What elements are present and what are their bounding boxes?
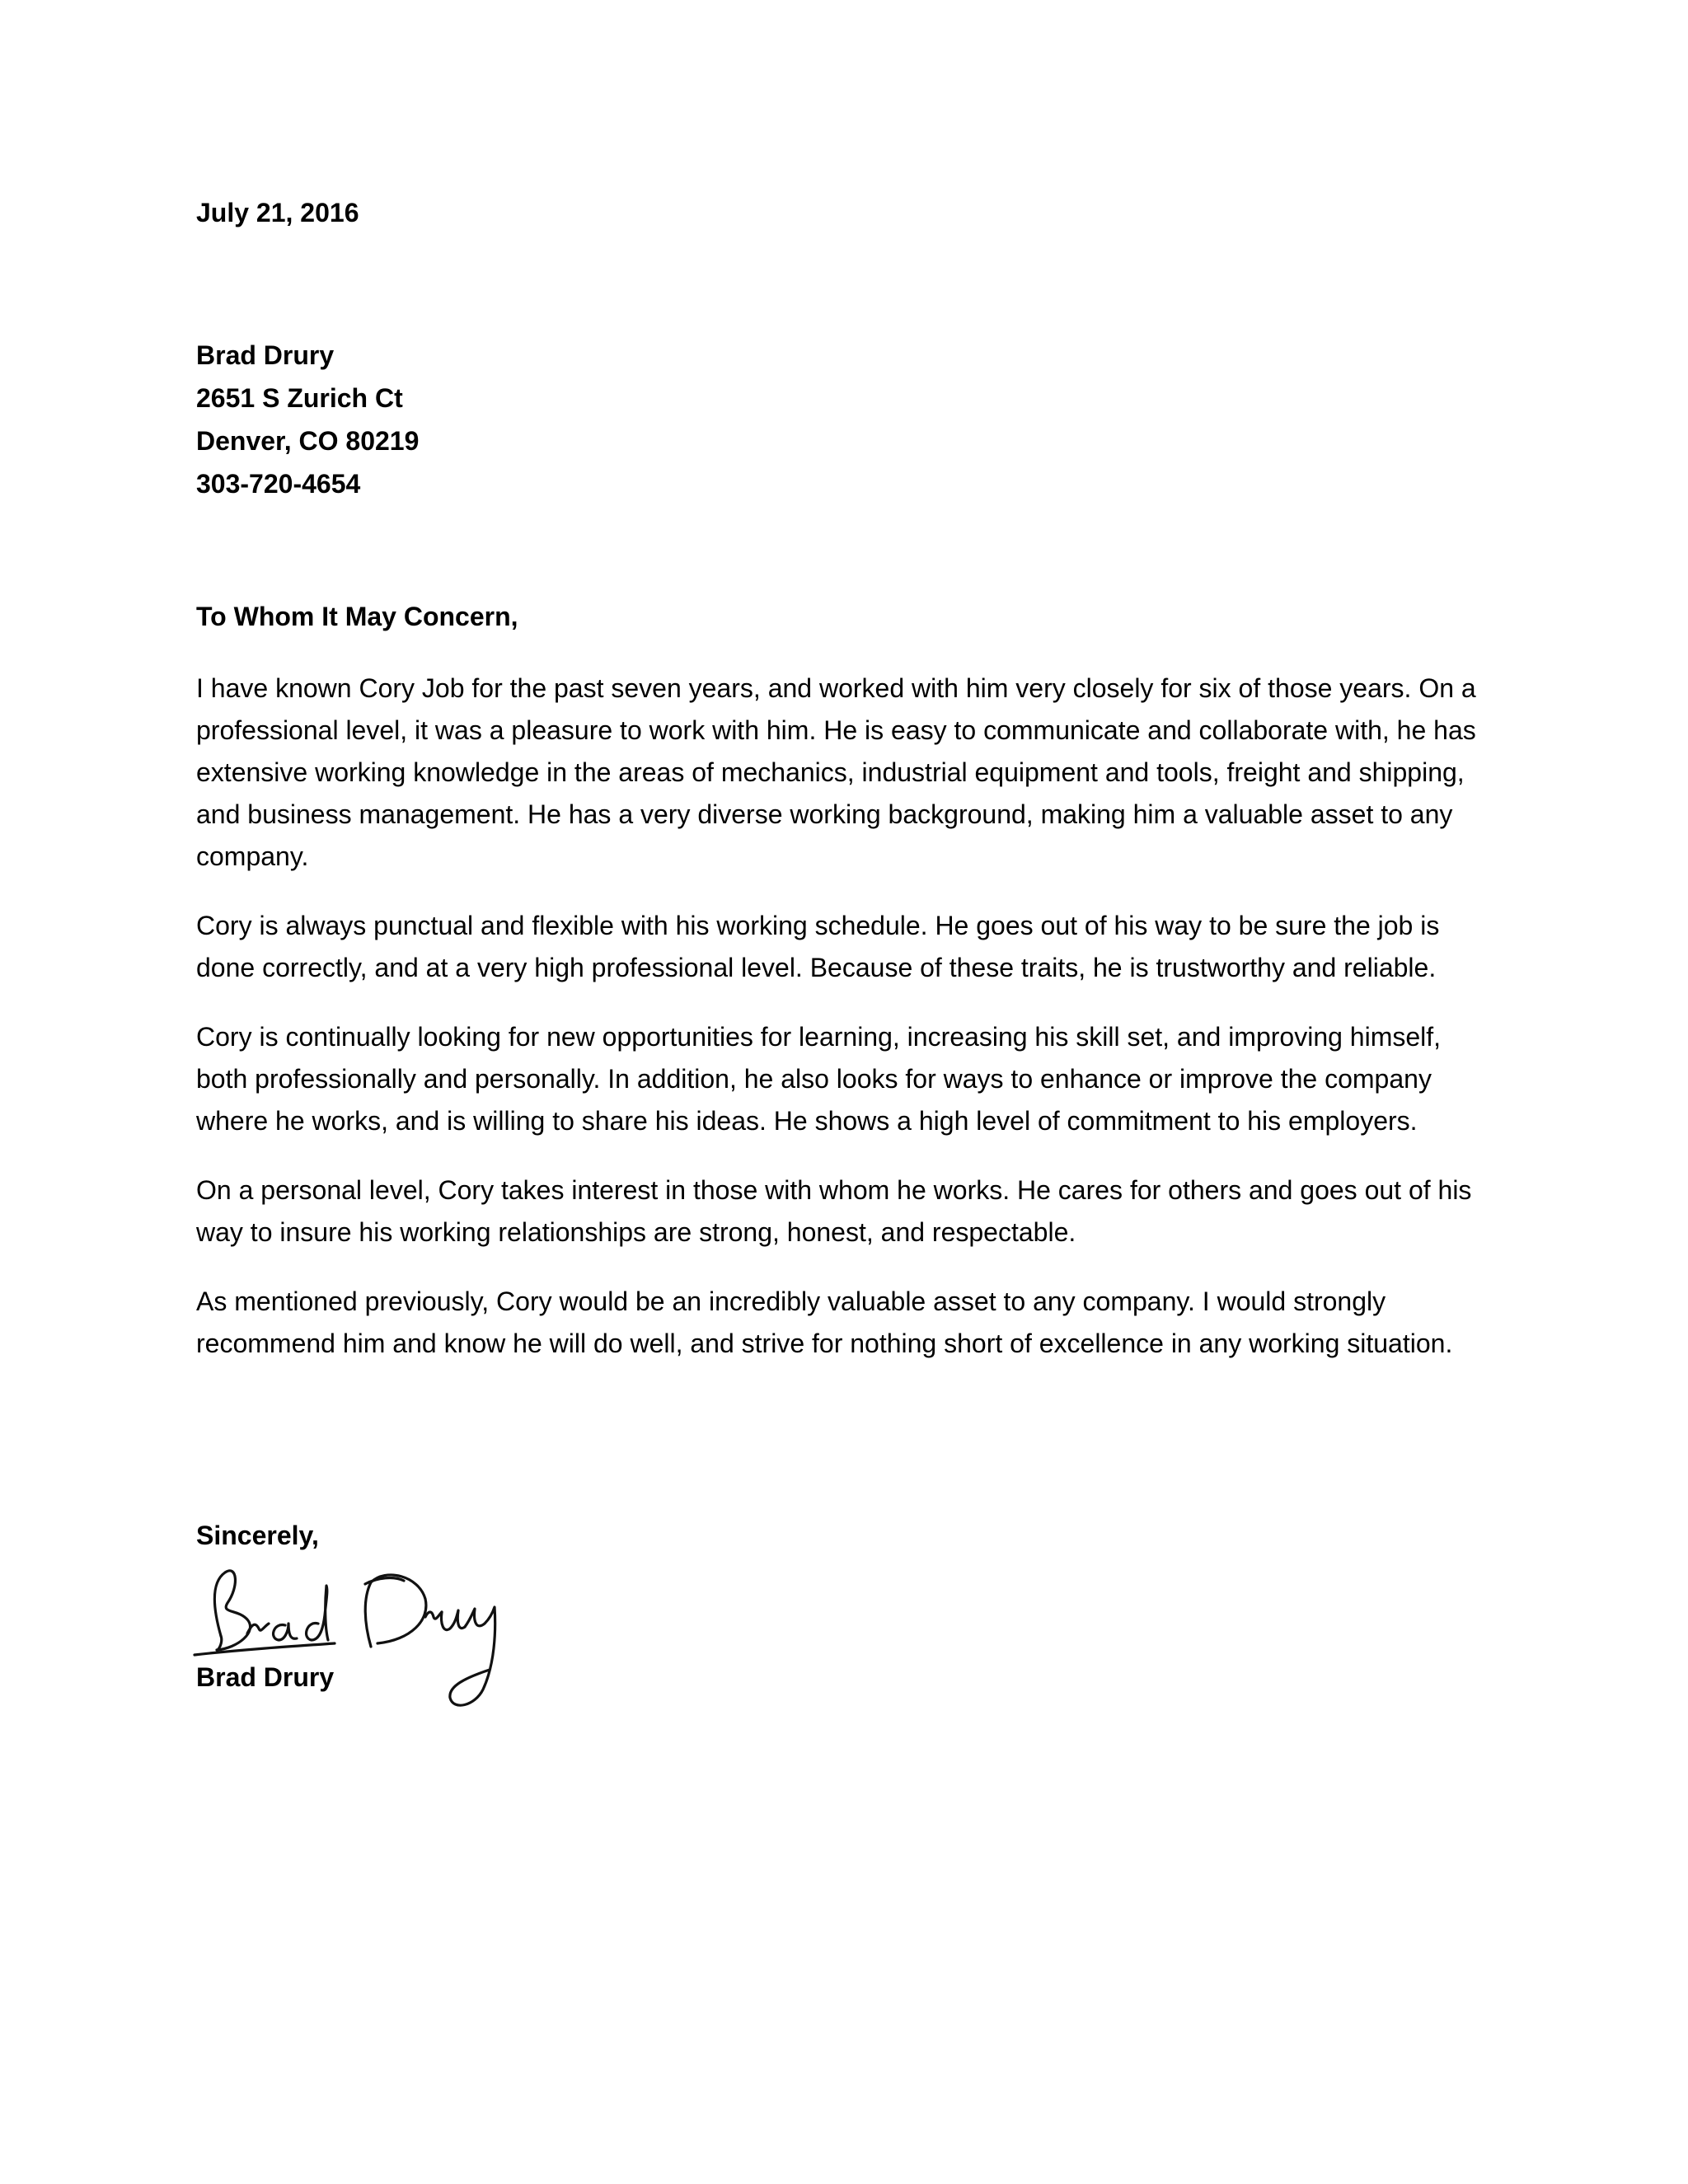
letter-date: July 21, 2016: [196, 198, 359, 227]
closing: Sincerely,: [196, 1521, 319, 1550]
signer-name: Brad Drury: [196, 1662, 335, 1692]
salutation: To Whom It May Concern,: [196, 602, 518, 631]
sender-phone: 303-720-4654: [196, 469, 361, 499]
letter-body: [196, 668, 1498, 1392]
sender-street: 2651 S Zurich Ct: [196, 383, 403, 413]
sender-name: Brad Drury: [196, 340, 335, 370]
body-paragraph-3: Cory is continually looking for new opportunities for learning, increasing his skill set, and improving himself, both professionally and personally. In addition, he also looks for ways to enhance or improve the company where he works, and is willing to share his ideas. He shows a high level of commitment to his employers.: [196, 1022, 1442, 1136]
sender-city-state-zip: Denver, CO 80219: [196, 426, 420, 456]
sender-address-block: [196, 334, 419, 505]
body-paragraph-4: On a personal level, Cory takes interest in those with whom he works. He cares for others and goes out of his way to insure his working relationships are strong, honest, and respectable.: [196, 1175, 1472, 1247]
body-paragraph-2: Cory is always punctual and flexible with his working schedule. He goes out of his way to be sure the job is done correctly, and at a very high professional level. Because of these traits, he is trustworthy and reliable.: [196, 911, 1440, 982]
body-paragraph-1: I have known Cory Job for the past seven years, and worked with him very closely for six of those years. On a professional level, it was a pleasure to work with him. He is easy to communicate and collaborate with, he has extensive working knowledge in the areas of mechanics, industrial equipment and tools, freight and shipping, and business management. He has a very diverse working background, making him a valuable asset to any company.: [196, 673, 1476, 871]
body-paragraph-5: As mentioned previously, Cory would be an incredibly valuable asset to any company. I would strongly recommend him and know he will do well, and strive for nothing short of excellence in any working situation.: [196, 1286, 1453, 1358]
